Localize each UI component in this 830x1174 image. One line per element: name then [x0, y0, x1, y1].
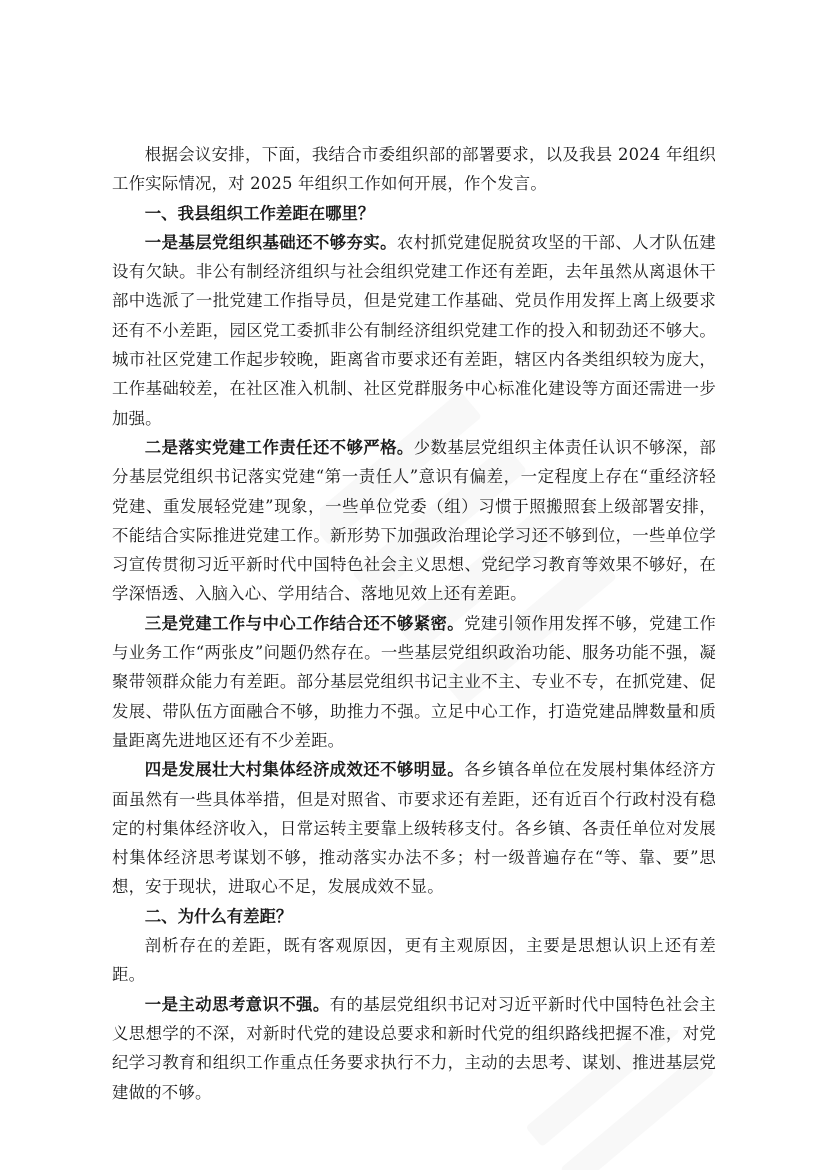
intro-paragraph: 根据会议安排，下面，我结合市委组织部的部署要求，以及我县 2024 年组织工作实际情况，对 2025 年组织工作如何开展，作个发言。: [112, 145, 716, 194]
paragraph-5-body: 有的基层党组织书记对习近平新时代中国特色社会主义思想学的不深，对新时代党的建设总要求和新时代党的组织路线把握不准，对党纪学习教育和组织工作重点任务要求执行不力，主动的去思考、谋划、推进基层党建做的不够。: [112, 994, 716, 1102]
section-2-heading: 二、为什么有差距？: [144, 906, 293, 926]
section-2-intro: 剖析存在的差距，既有客观原因，更有主观原因，主要是思想认识上还有差距。: [112, 936, 716, 985]
paragraph-2: [112, 433, 716, 609]
paragraph-2-lead: 二是落实党建工作责任还不够严格。: [144, 437, 414, 457]
paragraph-1-lead: 一是基层党组织基础还不够夯实。: [144, 232, 397, 252]
paragraph-4: [112, 755, 716, 901]
paragraph-5-lead: 一是主动思考意识不强。: [144, 994, 330, 1014]
paragraph-5: [112, 990, 716, 1107]
paragraph-1: [112, 228, 716, 433]
paragraph-3: [112, 609, 716, 755]
paragraph-2-body: 少数基层党组织主体责任认识不够深，部分基层党组织书记落实党建“第一责任人”意识有偏差，一定程度上存在“重经济轻党建、重发展轻党建”现象，一些单位党委（组）习惯于照搬照套上级部署安排，不能结合实际推进党建工作。新形势下加强政治理论学习还不够到位，一些单位学习宣传贯彻习近平新时代中国特色社会主义思想、党纪学习教育等效果不够好，在学深悟透、入脑入心、学用结合、落地见效上还有差距。: [112, 437, 716, 604]
paragraph-3-body: 党建引领作用发挥不够，党建工作与业务工作“两张皮”问题仍然存在。一些基层党组织政治功能、服务功能不强，凝聚带领群众能力有差距。部分基层党组织书记主业不主、专业不专，在抓党建、促发展、带队伍方面融合不够，助推力不强。立足中心工作，打造党建品牌数量和质量距离先进地区还有不少差距。: [112, 613, 716, 750]
paragraph-4-lead: 四是发展壮大村集体经济成效还不够明显。: [144, 760, 465, 780]
section-1-heading: 一、我县组织工作差距在哪里？: [144, 203, 375, 223]
paragraph-3-lead: 三是党建工作与中心工作结合还不够紧密。: [144, 613, 465, 633]
paragraph-4-body: 各乡镇各单位在发展村集体经济方面虽然有一些具体举措，但是对照省、市要求还有差距，还有近百个行政村没有稳定的村集体经济收入，日常运转主要靠上级转移支付。各乡镇、各责任单位对发展村集体经济思考谋划不够，推动落实办法不多；村一级普遍存在“等、靠、要”思想，安于现状，进取心不足，发展成效不显。: [112, 760, 716, 897]
paragraph-1-body: 农村抓党建促脱贫攻坚的干部、人才队伍建设有欠缺。非公有制经济组织与社会组织党建工作还有差距，去年虽然从离退休干部中选派了一批党建工作指导员，但是党建工作基础、党员作用发挥上离上级要求还有不小差距，园区党工委抓非公有制经济组织党建工作的投入和韧劲还不够大。城市社区党建工作起步较晚，距离省市要求还有差距，辖区内各类组织较为庞大，工作基础较差，在社区准入机制、社区党群服务中心标准化建设等方面还需进一步加强。: [112, 232, 716, 428]
document-body: [112, 140, 716, 1107]
